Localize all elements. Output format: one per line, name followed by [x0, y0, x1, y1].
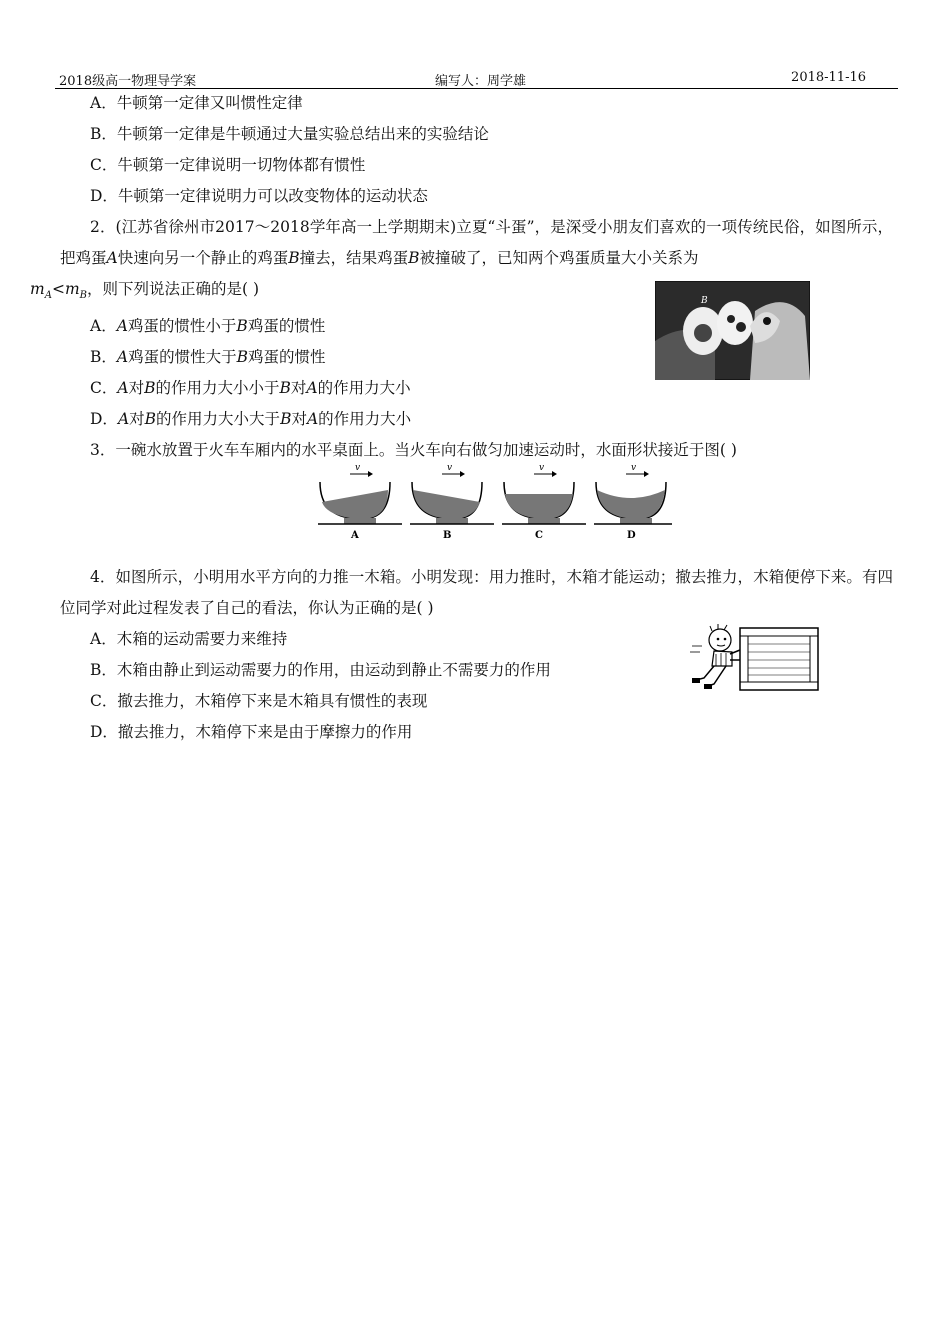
q4-option-b: B．木箱由静止到运动需要力的作用，由运动到静止不需要力的作用 [90, 661, 551, 680]
q2-option-b: B．A鸡蛋的惯性大于B鸡蛋的惯性 [90, 348, 326, 367]
q4-stem: 4．如图所示，小明用水平方向的力推一木箱。小明发现：用力推时，木箱才能运动；撤去推力，木箱便停下来。有四位同学对此过程发表了自己的看法，你认为正确的是( ) [60, 568, 893, 618]
q1-option-d: D．牛顿第一定律说明力可以改变物体的运动状态 [90, 187, 428, 205]
bowl-d [594, 463, 672, 540]
bowl-label-a: A [351, 530, 359, 540]
bowl-label-c: C [535, 530, 543, 540]
egg-label-b: B [701, 296, 708, 306]
q4-option-a: A．木箱的运动需要力来维持 [90, 630, 288, 649]
header-date: 2018-11-16 [791, 70, 866, 85]
velocity-label-a: v [355, 463, 361, 473]
velocity-label-c: v [539, 463, 545, 473]
header-course: 2018级高一物理导学案 [59, 74, 197, 89]
q4-option-d: D．撤去推力，木箱停下来是由于摩擦力的作用 [90, 723, 413, 742]
bowl-label-b: B [443, 530, 452, 540]
q2-option-a: A．A鸡蛋的惯性小于B鸡蛋的惯性 [90, 317, 326, 336]
boy-pushing-box-figure [688, 622, 823, 694]
q4-option-c: C．撤去推力，木箱停下来是木箱具有惯性的表现 [90, 692, 428, 711]
page-header [55, 68, 898, 89]
bowl-a [318, 463, 402, 540]
q2-option-c: C．A对B的作用力大小小于B对A的作用力大小 [90, 379, 411, 398]
wooden-box [740, 628, 818, 690]
velocity-label-b: v [447, 463, 453, 473]
q3-stem: 3．一碗水放置于火车车厢内的水平桌面上。当火车向右做匀加速运动时，水面形状接近于图( ) [90, 441, 737, 460]
velocity-label-d: v [631, 463, 637, 473]
q1-option-b: B．牛顿第一定律是牛顿通过大量实验总结出来的实验结论 [90, 125, 489, 143]
q1-option-a: A．牛顿第一定律又叫惯性定律 [90, 94, 303, 112]
q1-option-c: C．牛顿第一定律说明一切物体都有惯性 [90, 156, 366, 174]
egg-fight-photo [655, 281, 810, 380]
water-bowls-figure [312, 462, 672, 540]
bowl-c [502, 463, 586, 540]
q2-option-d: D．A对B的作用力大小大于B对A的作用力大小 [90, 410, 412, 429]
bowl-label-d: D [627, 530, 636, 540]
header-author: 编写人：周学雄 [435, 74, 527, 89]
egg-b [717, 301, 753, 345]
q2-stem: 2．(江苏省徐州市2017～2018学年高一上学期期末)立夏“斗蛋”，是深受小朋友们喜欢的一项传统民俗，如图所示，把鸡蛋A快速向另一个静止的鸡蛋B撞去，结果鸡蛋B被撞破了，已知两个鸡蛋质量大小关系为 $m_A<m_B$，则下列说法正确的是( ) [30, 218, 893, 302]
bowl-b [410, 463, 494, 540]
boy [690, 624, 740, 689]
